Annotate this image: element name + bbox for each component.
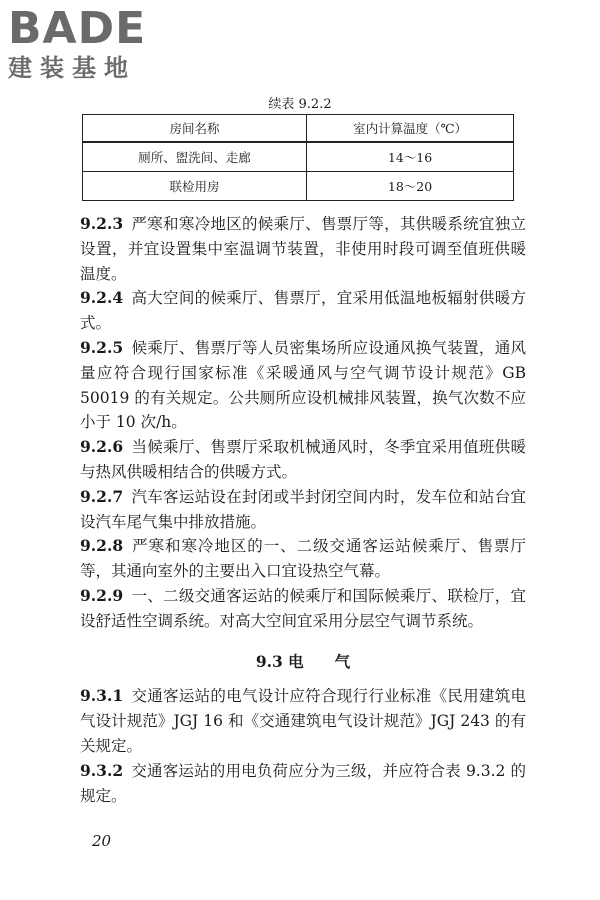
clause [80, 684, 526, 758]
clause-number: 9.2.3 [80, 214, 124, 233]
clause [80, 485, 526, 535]
table-cell-room: 联检用房 [83, 172, 307, 201]
section-heading: 9.3 电 气 [255, 651, 351, 671]
clause-text: 候乘厅、售票厅等人员密集场所应设通风换气装置，通风量应符合现行国家标准《采暖通风与空气调节设计规范》GB 50019 的有关规定。公共厕所应设机械排风装置，换气次数不应小于 10 次/h。 [80, 338, 526, 432]
clause [80, 584, 526, 634]
clause-number: 9.2.7 [80, 486, 124, 506]
logo [8, 3, 147, 82]
clause-text: 严寒和寒冷地区的候乘厅、售票厅等，其供暖系统宜独立设置，并宜设置集中室温调节装置，非使用时段可调至值班供暖温度。 [80, 215, 526, 283]
clause-text: 当候乘厅、售票厅采取机械通风时，冬季宜采用值班供暖与热风供暖相结合的供暖方式。 [80, 438, 526, 481]
page-number: 20 [92, 832, 112, 850]
table-row [83, 142, 514, 172]
clause [80, 759, 526, 809]
clause-text: 严寒和寒冷地区的一、二级交通客运站候乘厅、售票厅等，其通向室外的主要出入口宜设热空气幕。 [80, 537, 526, 581]
clause-text: 高大空间的候乘厅、售票厅，宜采用低温地板辐射供暖方式。 [80, 289, 526, 333]
clause-text: 交通客运站的用电负荷应分为三级，并应符合表 9.3.2 的规定。 [80, 761, 526, 805]
table-cell-temperature: 14～16 [307, 142, 514, 172]
clause-text: 交通客运站的电气设计应符合现行行业标准《民用建筑电气设计规范》JGJ 16 和《交通建筑电气设计规范》JGJ 243 的有关规定。 [80, 687, 526, 755]
clause-number: 9.3.2 [80, 760, 124, 780]
clause-text: 汽车客运站设在封闭或半封闭空间内时，发车位和站台宜设汽车尾气集中排放措施。 [80, 487, 526, 531]
column-header-temperature: 室内计算温度（℃） [307, 115, 514, 143]
document-body [80, 212, 526, 808]
clause-number: 9.3.1 [80, 686, 124, 706]
clause [80, 286, 526, 336]
table-header-row [83, 115, 514, 143]
logo-subtitle: 建装基地 [8, 54, 136, 82]
clause-number: 9.2.9 [80, 585, 124, 605]
clause-text: 一、二级交通客运站的候乘厅和国际候乘厅、联检厅，宜设舒适性空调系统。对高大空间宜采用分层空气调节系统。 [80, 586, 526, 630]
clause-number: 9.2.8 [80, 536, 124, 556]
logo-wordmark: BADE [8, 3, 147, 54]
temperature-table [82, 114, 514, 201]
table-cell-room: 厕所、盥洗间、走廊 [83, 142, 307, 172]
clause-number: 9.2.4 [80, 288, 124, 308]
clause [80, 212, 526, 286]
clause [80, 534, 526, 584]
clause [80, 336, 526, 435]
column-header-room: 房间名称 [83, 115, 307, 143]
table-title: 续表 9.2.2 [268, 97, 332, 112]
clause [80, 435, 526, 485]
table-row [83, 172, 514, 201]
clause-number: 9.2.6 [80, 437, 124, 457]
table-cell-temperature: 18～20 [307, 172, 514, 201]
clause-number: 9.2.5 [80, 337, 124, 357]
